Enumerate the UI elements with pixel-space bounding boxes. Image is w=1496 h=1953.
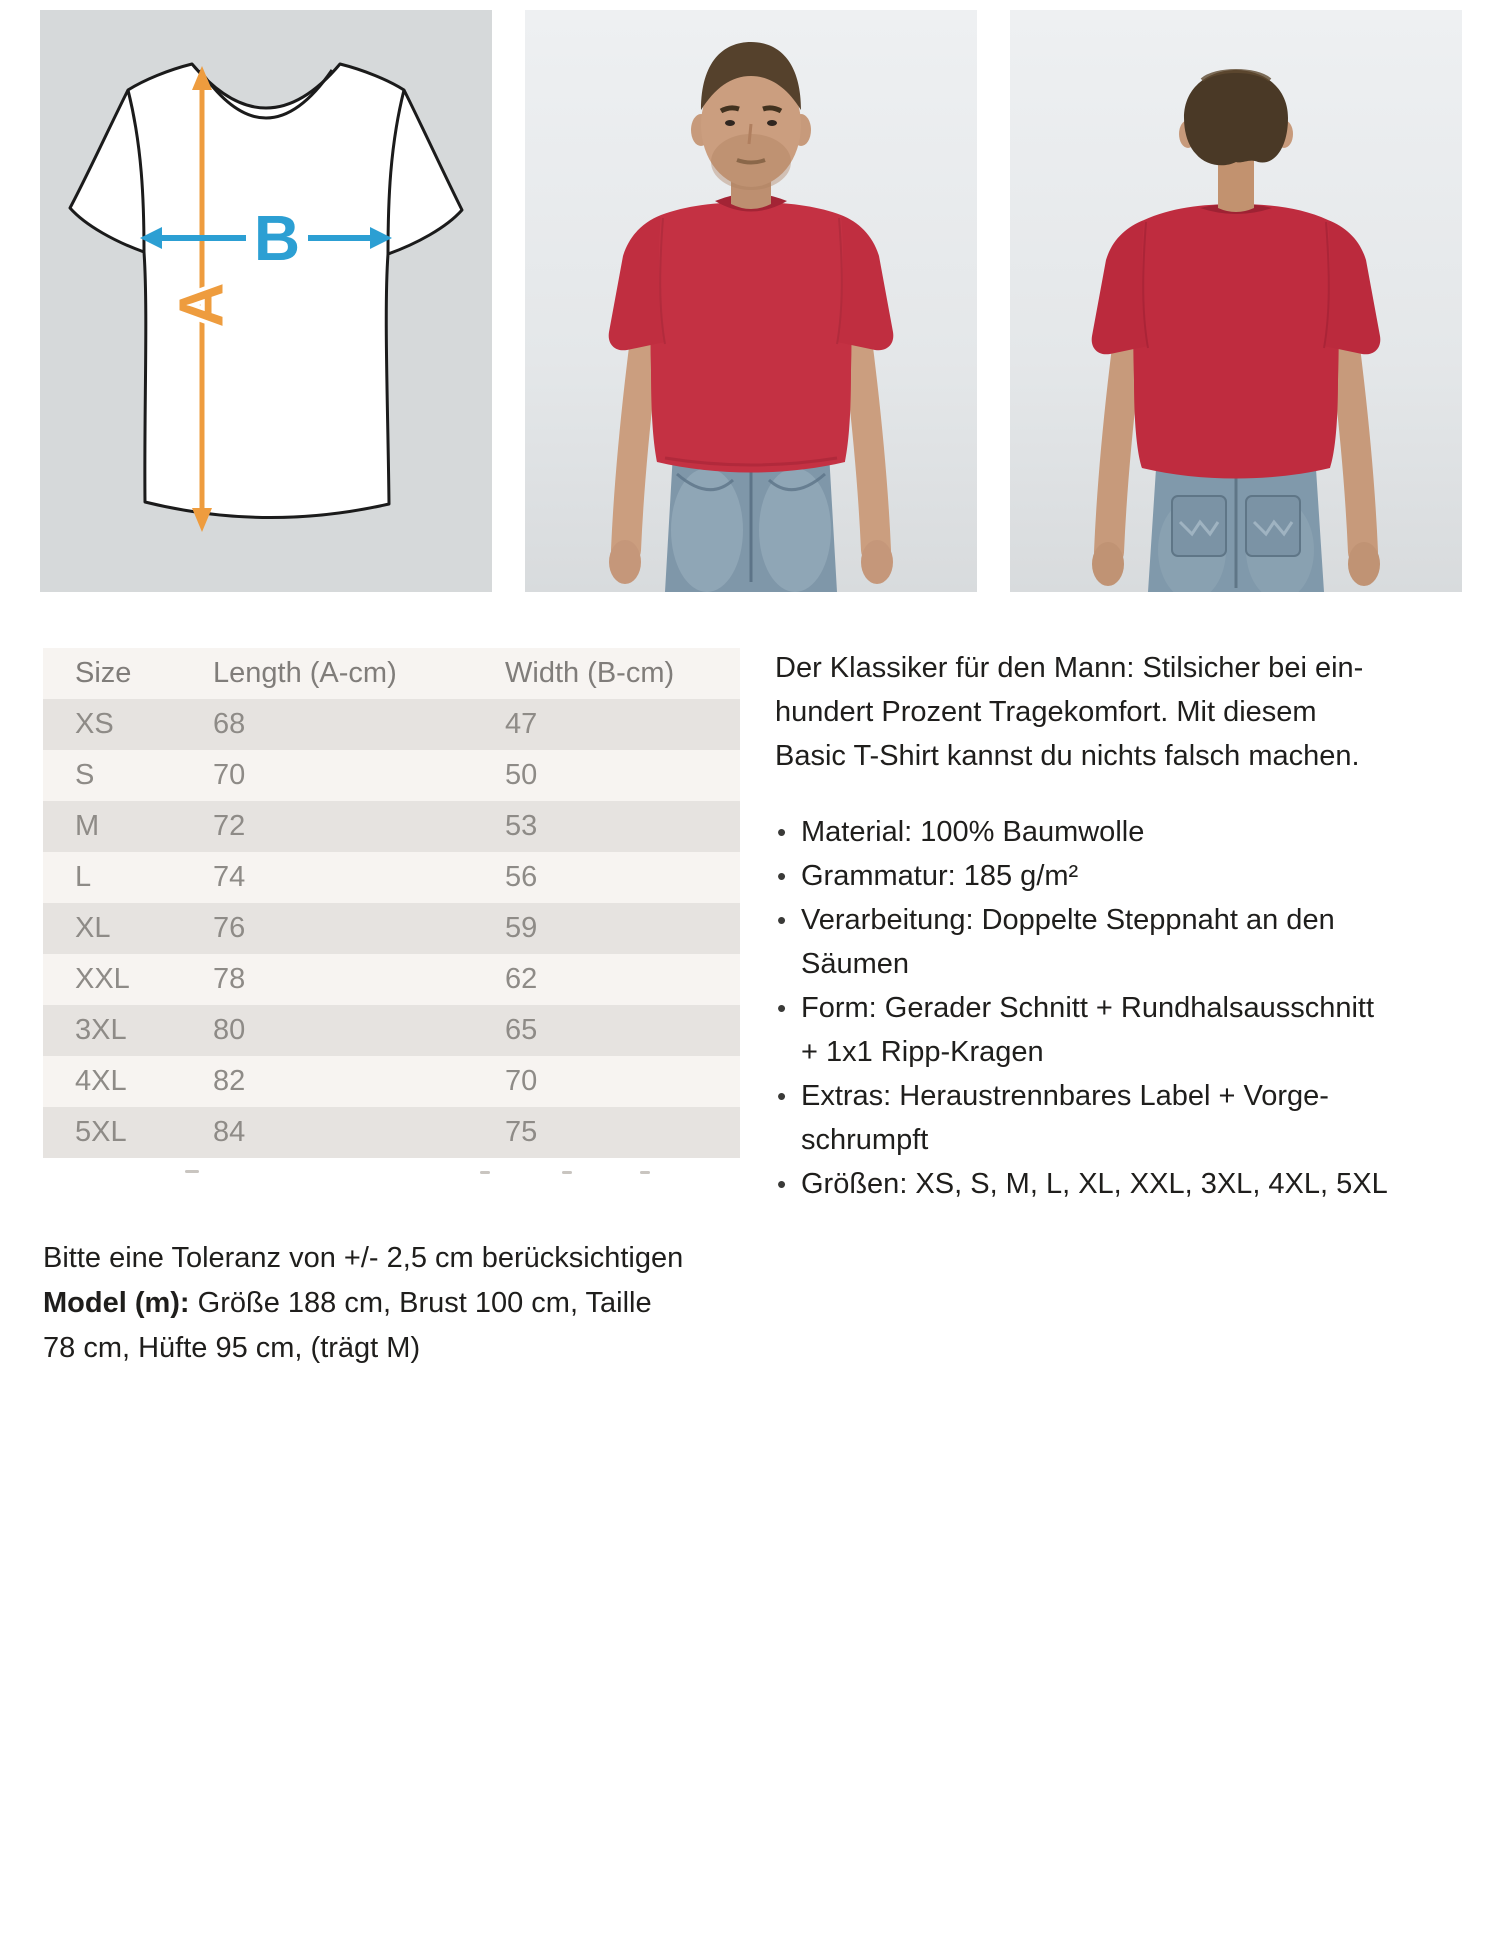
table-row [43, 1056, 740, 1107]
model-info-text: Größe 188 cm, Brust 100 cm, Taille [197, 1287, 652, 1319]
cell-width: 62 [505, 963, 538, 995]
cell-size: S [75, 759, 95, 791]
model-back-illustration [1010, 10, 1462, 592]
cell-length: 80 [213, 1014, 246, 1046]
size-chart-header-row [43, 648, 740, 699]
cell-size: L [75, 861, 92, 893]
table-clip-artifact [562, 1171, 572, 1174]
feature-extras: • Extras: Heraustrennbares Label + Vorge- schrumpft [775, 1074, 1463, 1162]
cell-length: 74 [213, 861, 246, 893]
model-front-illustration [525, 10, 977, 592]
label-a: A [167, 282, 237, 328]
feature-form: • Form: Gerader Schnitt + Rundhalsausschnitt + 1x1 Ripp-Kragen [775, 986, 1463, 1074]
description-intro [775, 646, 1463, 778]
label-b: B [253, 202, 301, 274]
cell-size: 4XL [75, 1065, 127, 1097]
model-info-line2: 78 cm, Hüfte 95 cm, (trägt M) [43, 1332, 421, 1364]
cell-length: 82 [213, 1065, 246, 1097]
feature-verarbeitung: • Verarbeitung: Doppelte Steppnaht an den Säumen [775, 898, 1463, 986]
model-label: Model (m): [43, 1287, 190, 1319]
cell-width: 59 [505, 912, 538, 944]
table-row [43, 750, 740, 801]
measurement-notes [43, 1236, 743, 1371]
cell-width: 65 [505, 1014, 538, 1046]
cell-size: XXL [75, 963, 130, 995]
model-front-photo [525, 10, 977, 592]
intro-line: hundert Prozent Tragekomfort. Mit diesem [775, 696, 1317, 728]
cell-length: 72 [213, 810, 246, 842]
size-chart-table [43, 648, 740, 1158]
cell-width: 47 [505, 708, 538, 740]
product-image-gallery [40, 10, 1462, 592]
table-row [43, 954, 740, 1005]
column-header-length: Length (A-cm) [213, 657, 397, 689]
cell-width: 53 [505, 810, 538, 842]
cell-length: 68 [213, 708, 246, 740]
cell-width: 56 [505, 861, 538, 893]
intro-line: Der Klassiker für den Mann: Stilsicher bei ein- [775, 652, 1364, 684]
column-header-size: Size [75, 657, 132, 689]
feature-material: • Material: 100% Baumwolle [775, 810, 1463, 854]
cell-size: 5XL [75, 1116, 127, 1148]
cell-size: M [75, 810, 100, 842]
model-info-line1 [43, 1281, 743, 1326]
table-clip-artifact [640, 1171, 650, 1174]
cell-width: 70 [505, 1065, 538, 1097]
cell-length: 78 [213, 963, 246, 995]
table-row [43, 699, 740, 750]
table-row [43, 1107, 740, 1158]
column-header-width: Width (B-cm) [505, 657, 675, 689]
table-clip-artifact [480, 1171, 490, 1174]
cell-size: 3XL [75, 1014, 127, 1046]
feature-list [775, 810, 1463, 1206]
product-description [775, 646, 1463, 1206]
tolerance-note: Bitte eine Toleranz von +/- 2,5 cm berücksichtigen [43, 1242, 684, 1274]
cell-size: XS [75, 708, 114, 740]
table-clip-artifact [185, 1170, 199, 1173]
tshirt-measurement-diagram [40, 10, 492, 592]
model-back-photo [1010, 10, 1462, 592]
feature-grammatur: • Grammatur: 185 g/m² [775, 854, 1463, 898]
feature-groessen: • Größen: XS, S, M, L, XL, XXL, 3XL, 4XL, 5XL [775, 1162, 1463, 1206]
table-row [43, 903, 740, 954]
size-diagram-image [40, 10, 492, 592]
intro-line: Basic T-Shirt kannst du nichts falsch machen. [775, 740, 1360, 772]
cell-size: XL [75, 912, 111, 944]
table-row [43, 1005, 740, 1056]
table-row [43, 801, 740, 852]
cell-width: 50 [505, 759, 538, 791]
cell-length: 70 [213, 759, 246, 791]
cell-length: 76 [213, 912, 246, 944]
cell-length: 84 [213, 1116, 246, 1148]
cell-width: 75 [505, 1116, 538, 1148]
table-row [43, 852, 740, 903]
